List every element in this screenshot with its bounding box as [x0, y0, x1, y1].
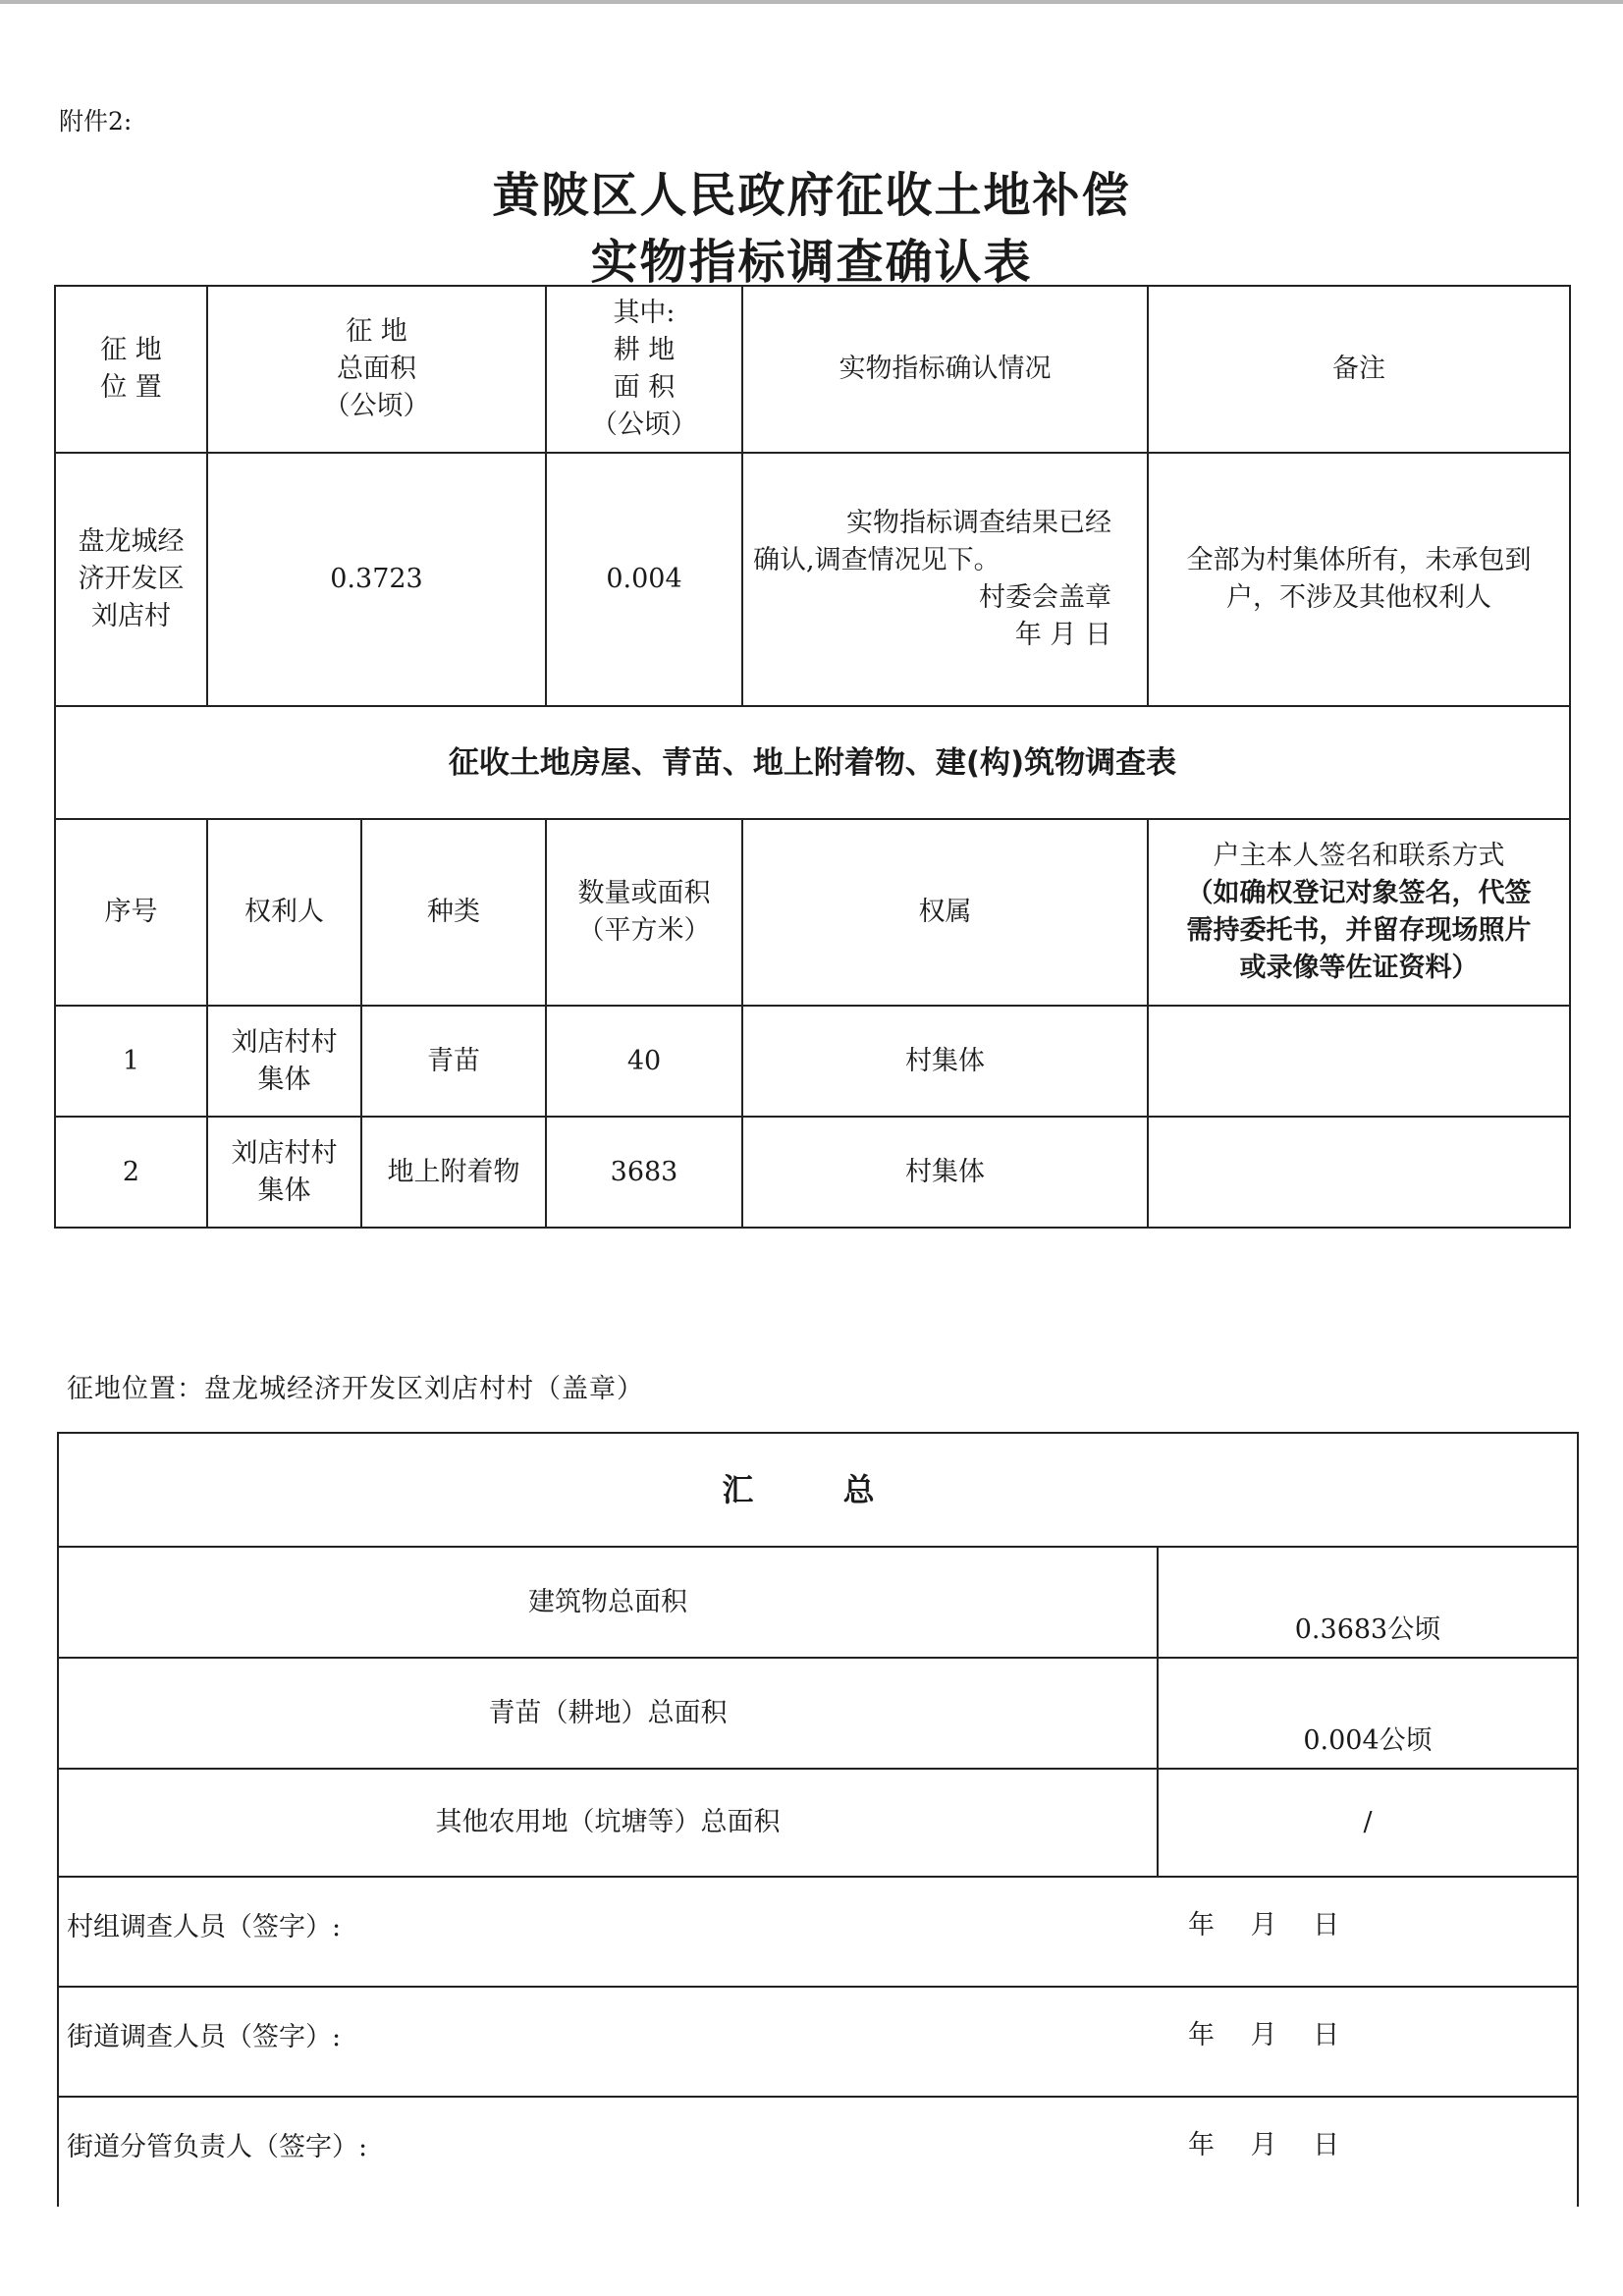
- subtitle-row: [55, 706, 1570, 819]
- cell-total-area: 0.3723: [207, 453, 546, 706]
- table-row: [55, 1117, 1570, 1228]
- item-belong: 村集体: [742, 1117, 1148, 1228]
- signature-label: 街道调查人员（签字）:: [67, 2022, 342, 2052]
- signature-row: [58, 2097, 1578, 2207]
- sub-header-signature-l2: （如确权登记对象签名，代签: [1186, 878, 1532, 908]
- item-signature: [1148, 1006, 1570, 1117]
- item-owner: [207, 1117, 361, 1228]
- item-no: 2: [55, 1117, 207, 1228]
- item-quantity: 40: [546, 1006, 742, 1117]
- item-type: 青苗: [361, 1006, 546, 1117]
- summary-label: 青苗（耕地）总面积: [58, 1658, 1158, 1769]
- signature-row: [58, 1987, 1578, 2097]
- summary-row: [58, 1769, 1578, 1877]
- header-location: [55, 286, 207, 453]
- survey-table: [54, 285, 1571, 1229]
- summary-value: /: [1158, 1769, 1578, 1877]
- location-line: 征地位置：盘龙城经济开发区刘店村村（盖章）: [67, 1374, 644, 1404]
- sub-header-type: 种类: [361, 819, 546, 1006]
- cell-arable-area: 0.004: [546, 453, 742, 706]
- confirm-text-l2: 确认,调查情况见下。: [753, 545, 1001, 575]
- summary-value: 0.3683公顷: [1158, 1547, 1578, 1658]
- summary-value: 0.004公顷: [1158, 1658, 1578, 1769]
- data-row: [55, 453, 1570, 706]
- item-quantity: 3683: [546, 1117, 742, 1228]
- remark-l1: 全部为村集体所有，未承包到: [1186, 545, 1532, 575]
- sub-header-belong: 权属: [742, 819, 1148, 1006]
- header-arable-l1: 其中:: [613, 298, 676, 328]
- confirm-text-l1: 实物指标调查结果已经: [846, 508, 1111, 538]
- item-owner-l1: 刘店村村: [231, 1137, 338, 1169]
- header-confirm: 实物指标确认情况: [742, 286, 1148, 453]
- header-arable-l4: （公顷）: [591, 410, 697, 440]
- signature-cell: [58, 1877, 1578, 1987]
- item-owner-l2: 集体: [257, 1175, 311, 1206]
- summary-label: 其他农用地（坑塘等）总面积: [58, 1769, 1158, 1877]
- cell-location-l1: 盘龙城经: [78, 526, 185, 557]
- item-owner: [207, 1006, 361, 1117]
- signature-row: [58, 1877, 1578, 1987]
- signature-date: 年 月 日: [1188, 2020, 1354, 2050]
- sub-header-quantity-l2: （平方米）: [577, 915, 711, 946]
- cell-confirm: [742, 453, 1148, 706]
- item-owner-l2: 集体: [257, 1064, 311, 1095]
- header-arable-area: [546, 286, 742, 453]
- signature-date: 年 月 日: [1188, 2130, 1354, 2160]
- header-location-l2: 位 置: [100, 372, 162, 403]
- header-total-area: [207, 286, 546, 453]
- summary-title-row: [58, 1433, 1578, 1547]
- summary-title: 汇 总: [58, 1433, 1578, 1547]
- item-owner-l1: 刘店村村: [231, 1026, 338, 1058]
- signature-date: 年 月 日: [1188, 1910, 1354, 1941]
- document-title-line2: 实物指标调查确认表: [590, 235, 1033, 290]
- document-title-line1: 黄陂区人民政府征收土地补偿: [492, 168, 1131, 223]
- cell-location: [55, 453, 207, 706]
- remark-l2: 户，不涉及其他权利人: [1226, 582, 1491, 613]
- header-arable-l3: 面 积: [613, 372, 676, 403]
- signature-cell: [58, 2097, 1578, 2207]
- cell-location-l3: 刘店村: [91, 601, 171, 631]
- confirm-date: 年 月 日: [1014, 620, 1111, 650]
- header-total-area-l3: （公顷）: [323, 391, 430, 421]
- summary-table: [57, 1432, 1579, 2207]
- header-total-area-l2: 总面积: [337, 354, 416, 384]
- header-remark: 备注: [1148, 286, 1570, 453]
- attachment-label: 附件2:: [59, 107, 133, 136]
- item-type: 地上附着物: [361, 1117, 546, 1228]
- scan-edge: [0, 0, 1623, 4]
- sub-header-quantity-l1: 数量或面积: [577, 878, 711, 908]
- item-no: 1: [55, 1006, 207, 1117]
- header-arable-l2: 耕 地: [613, 335, 676, 365]
- sub-header-row: [55, 819, 1570, 1006]
- subtitle: 征收土地房屋、青苗、地上附着物、建(构)筑物调查表: [55, 706, 1570, 819]
- header-location-l1: 征 地: [100, 335, 162, 365]
- signature-cell: [58, 1987, 1578, 2097]
- sub-header-signature-l3: 需持委托书，并留存现场照片: [1186, 915, 1532, 946]
- sub-header-signature: [1148, 819, 1570, 1006]
- item-belong: 村集体: [742, 1006, 1148, 1117]
- signature-label: 街道分管负责人（签字）:: [67, 2132, 368, 2162]
- summary-row: [58, 1547, 1578, 1658]
- cell-location-l2: 济开发区: [78, 564, 185, 594]
- cell-remark: [1148, 453, 1570, 706]
- header-row: [55, 286, 1570, 453]
- sub-header-signature-l1: 户主本人签名和联系方式: [1213, 841, 1505, 871]
- summary-row: [58, 1658, 1578, 1769]
- sub-header-owner: 权利人: [207, 819, 361, 1006]
- signature-label: 村组调查人员（签字）:: [67, 1912, 342, 1942]
- confirm-seal: 村委会盖章: [979, 582, 1111, 613]
- sub-header-quantity: [546, 819, 742, 1006]
- table-row: [55, 1006, 1570, 1117]
- sub-header-signature-l4: 或录像等佐证资料）: [1239, 953, 1479, 983]
- summary-label: 建筑物总面积: [58, 1547, 1158, 1658]
- header-total-area-l1: 征 地: [346, 316, 407, 347]
- item-signature: [1148, 1117, 1570, 1228]
- sub-header-no: 序号: [55, 819, 207, 1006]
